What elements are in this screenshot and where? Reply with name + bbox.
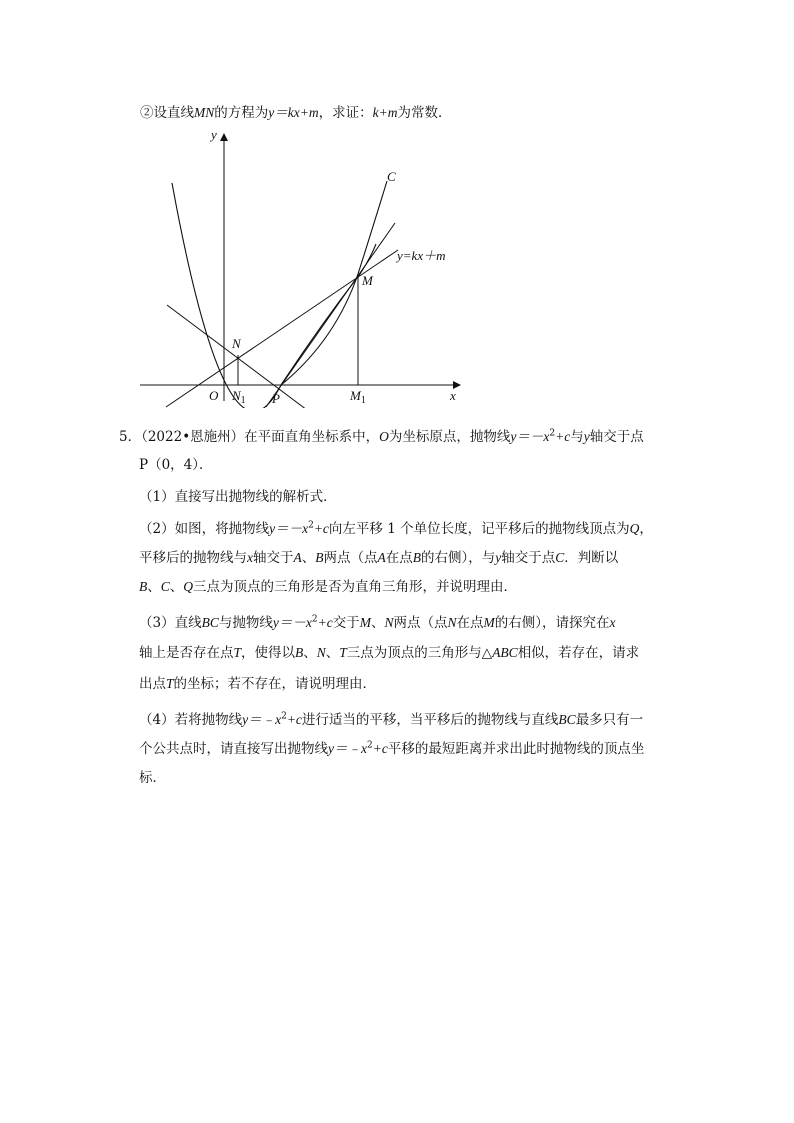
text: 轴交于点 xyxy=(501,550,556,566)
text: 的坐标；若不存在，请说明理由． xyxy=(173,676,377,692)
q5-line2: P（0，4）． xyxy=(139,457,213,473)
math: y＝－x xyxy=(510,429,550,444)
text: 三点为顶点的三角形是否为直角三角形，并说明理由． xyxy=(193,579,518,595)
var: y xyxy=(583,429,590,444)
label-p: P xyxy=(272,391,280,406)
text: ，使得以 xyxy=(241,645,296,661)
var: T xyxy=(166,676,174,691)
exponent: 2 xyxy=(549,428,556,439)
var: M xyxy=(359,615,371,630)
var: B xyxy=(139,579,148,594)
text: （3）直线 xyxy=(139,615,202,631)
text: 为坐标原点，抛物线 xyxy=(388,429,511,445)
exponent: 2 xyxy=(281,711,287,722)
text: 、 xyxy=(147,579,161,595)
q5-line1 xyxy=(119,428,644,446)
var: x xyxy=(609,615,616,630)
text: 、 xyxy=(303,645,317,661)
label-m1: $M_1$ xyxy=(350,388,366,406)
var: y xyxy=(495,550,502,565)
label-x: x xyxy=(450,388,456,403)
exponent: 2 xyxy=(311,614,318,625)
parabola-curve xyxy=(172,183,376,408)
q5-number: 5． xyxy=(119,429,142,445)
part-3-line2 xyxy=(139,644,639,662)
var: ABC xyxy=(492,645,518,660)
text: 轴上是否存在点 xyxy=(139,645,234,661)
var: B xyxy=(412,550,421,565)
var: B xyxy=(295,645,304,660)
label-n1: $N_1$ xyxy=(232,388,246,406)
line-np xyxy=(167,305,319,408)
math: +c xyxy=(555,429,571,444)
math: k+m xyxy=(372,105,398,120)
text: ．判断以 xyxy=(564,550,619,566)
text: 的方程为 xyxy=(214,105,269,121)
text: 交于 xyxy=(332,615,360,631)
math: +c xyxy=(372,741,388,756)
exponent: 2 xyxy=(308,520,314,531)
text: 向左平移 1 个单位长度，记平移后的抛物线顶点为 xyxy=(328,521,630,537)
text: 相似，若存在，请求 xyxy=(517,645,640,661)
label-line-eq: y=kx＋m xyxy=(397,248,446,263)
var: M xyxy=(483,615,495,630)
var: A xyxy=(377,550,386,565)
math: y＝－x xyxy=(272,615,312,630)
var: Q xyxy=(629,521,640,536)
part-4-line2 xyxy=(139,740,644,758)
var: B xyxy=(315,550,324,565)
text: 平移后的抛物线与 xyxy=(139,550,247,566)
part-2-line3 xyxy=(139,578,517,596)
text: 两点（点 xyxy=(393,615,448,631)
var: N xyxy=(384,615,394,630)
text: 在平面直角坐标系中， xyxy=(244,429,380,445)
text: 进行适当的平移，当平移后的抛物线与直线 xyxy=(301,712,559,728)
math: +c xyxy=(317,615,333,630)
text: 在点 xyxy=(385,550,413,566)
text: 个公共点时，请直接写出抛物线 xyxy=(139,741,328,757)
label-c: C xyxy=(387,169,396,184)
part-3-line3 xyxy=(139,675,376,693)
text: 在点 xyxy=(456,615,484,631)
text: 最多只有一 xyxy=(575,712,644,728)
part-3-line1 xyxy=(139,614,615,632)
text: （4）若将抛物线 xyxy=(139,712,243,728)
q5-source: （2022•恩施州） xyxy=(141,429,245,445)
line-pm xyxy=(266,223,395,407)
text: 与 xyxy=(570,429,584,445)
label-o: O xyxy=(209,388,219,403)
text: （2）如图，将抛物线 xyxy=(139,521,270,537)
text: 、 xyxy=(370,615,385,631)
var: C xyxy=(555,550,565,565)
part-4-line3: 标． xyxy=(139,770,166,786)
var: MN xyxy=(194,105,215,120)
var: N xyxy=(447,615,457,630)
label-y: y xyxy=(211,127,217,142)
math: +c xyxy=(313,521,329,536)
var: A xyxy=(293,550,302,565)
text: 的右侧），与 xyxy=(421,550,496,566)
text: ，求证： xyxy=(318,105,373,121)
text: 三点为顶点的三角形与△ xyxy=(346,645,493,661)
var: BC xyxy=(201,615,219,630)
text: 、 xyxy=(169,579,184,595)
part-2-line2 xyxy=(139,549,618,567)
math: y＝kx+m xyxy=(268,105,319,120)
text: ， xyxy=(639,521,653,537)
text: 与抛物线 xyxy=(218,615,273,631)
part-2-line1 xyxy=(139,520,653,538)
text: ②设直线 xyxy=(140,105,194,121)
part-1: （1）直接写出抛物线的解析式． xyxy=(139,489,337,505)
math: +c xyxy=(286,712,302,727)
part-4-line1 xyxy=(139,711,643,729)
math: y＝－x xyxy=(269,521,309,536)
text: 轴交于点 xyxy=(589,429,644,445)
text: 、 xyxy=(325,645,340,661)
text: 平移的最短距离并求出此时抛物线的顶点坐 xyxy=(387,741,645,757)
math: y＝﹣x xyxy=(328,741,367,756)
label-m: M xyxy=(362,273,373,288)
label-n: N xyxy=(232,336,241,351)
var: T xyxy=(233,645,242,660)
math: y＝﹣x xyxy=(242,712,282,727)
text: 出点 xyxy=(139,676,166,692)
text: 的右侧），请探究在 xyxy=(494,615,610,631)
var: T xyxy=(339,645,347,660)
var: Q xyxy=(183,579,194,594)
var: x xyxy=(247,550,253,565)
geometry-figure xyxy=(120,126,470,412)
coordinate-diagram xyxy=(120,126,470,408)
exponent: 2 xyxy=(366,740,373,751)
var: O xyxy=(379,429,389,444)
text: 轴交于 xyxy=(253,550,294,566)
text: 两点（点 xyxy=(323,550,378,566)
text: 为常数． xyxy=(397,105,452,121)
subquestion-2 xyxy=(140,104,451,122)
var: BC xyxy=(558,712,576,727)
var: N xyxy=(316,645,326,660)
text: 、 xyxy=(301,550,316,566)
var: C xyxy=(160,579,170,594)
